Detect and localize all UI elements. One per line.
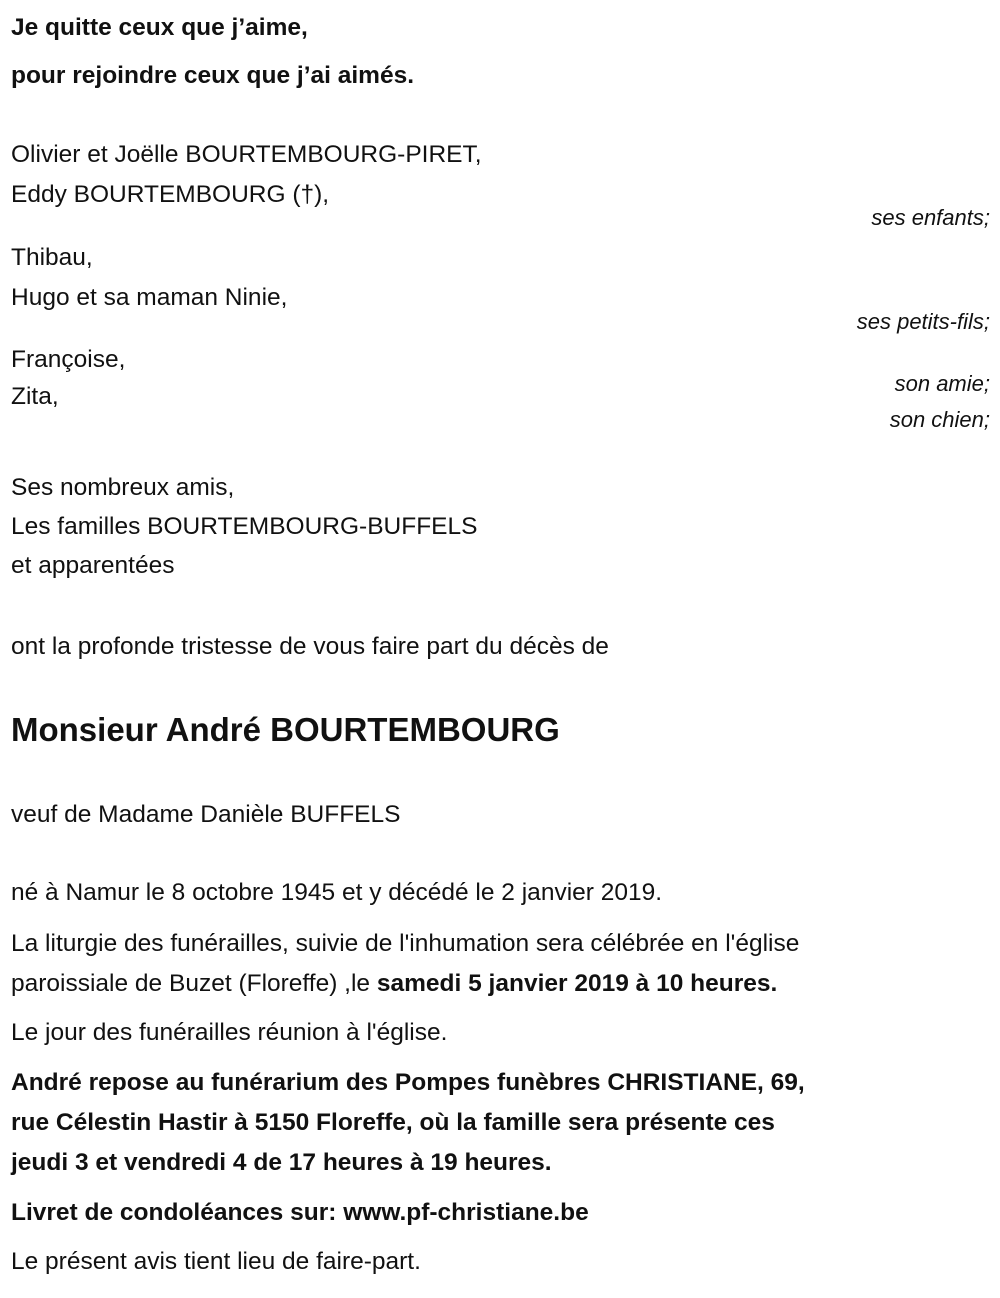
liturgy-line-1: La liturgie des funérailles, suivie de l'inhumation sera célébrée en l'église bbox=[11, 930, 800, 957]
funerarium-line-1: André repose au funérarium des Pompes funèbres CHRISTIANE, 69, bbox=[11, 1069, 805, 1096]
children-role: ses enfants; bbox=[871, 205, 990, 230]
dog-role: son chien; bbox=[889, 407, 990, 432]
deceased-name: Monsieur André BOURTEMBOURG bbox=[11, 711, 560, 748]
condolences-link[interactable]: Livret de condoléances sur: www.pf-christiane.be bbox=[11, 1199, 589, 1226]
grandchildren-line-2: Hugo et sa maman Ninie, bbox=[11, 284, 288, 311]
quote-line-1: Je quitte ceux que j’aime, bbox=[11, 14, 308, 41]
friend-name: Françoise, bbox=[11, 346, 126, 373]
others-line-3: et apparentées bbox=[11, 552, 175, 579]
dog-name: Zita, bbox=[11, 383, 59, 410]
closing-note: Le présent avis tient lieu de faire-part. bbox=[11, 1248, 421, 1275]
announcement: ont la profonde tristesse de vous faire part du décès de bbox=[11, 633, 609, 660]
liturgy-place: paroissiale de Buzet (Floreffe) ,le bbox=[11, 970, 377, 997]
grandchildren-line-1: Thibau, bbox=[11, 244, 93, 271]
widower-of: veuf de Madame Danièle BUFFELS bbox=[11, 801, 401, 828]
born-died: né à Namur le 8 octobre 1945 et y décédé le 2 janvier 2019. bbox=[11, 879, 663, 906]
funerarium-line-2: rue Célestin Hastir à 5150 Floreffe, où la famille sera présente ces bbox=[11, 1109, 775, 1136]
others-line-2: Les familles BOURTEMBOURG-BUFFELS bbox=[11, 513, 478, 540]
friend-role: son amie; bbox=[894, 371, 990, 396]
quote-line-2: pour rejoindre ceux que j’ai aimés. bbox=[11, 62, 415, 89]
funerarium-line-3: jeudi 3 et vendredi 4 de 17 heures à 19 heures. bbox=[11, 1149, 552, 1176]
meeting: Le jour des funérailles réunion à l'église. bbox=[11, 1019, 448, 1046]
liturgy-line-2 bbox=[11, 969, 777, 999]
children-line-2: Eddy BOURTEMBOURG (†), bbox=[11, 181, 330, 208]
others-line-1: Ses nombreux amis, bbox=[11, 474, 235, 501]
children-line-1: Olivier et Joëlle BOURTEMBOURG-PIRET, bbox=[11, 141, 482, 168]
grandchildren-role: ses petits-fils; bbox=[856, 309, 990, 334]
liturgy-date: samedi 5 janvier 2019 à 10 heures. bbox=[376, 970, 778, 997]
